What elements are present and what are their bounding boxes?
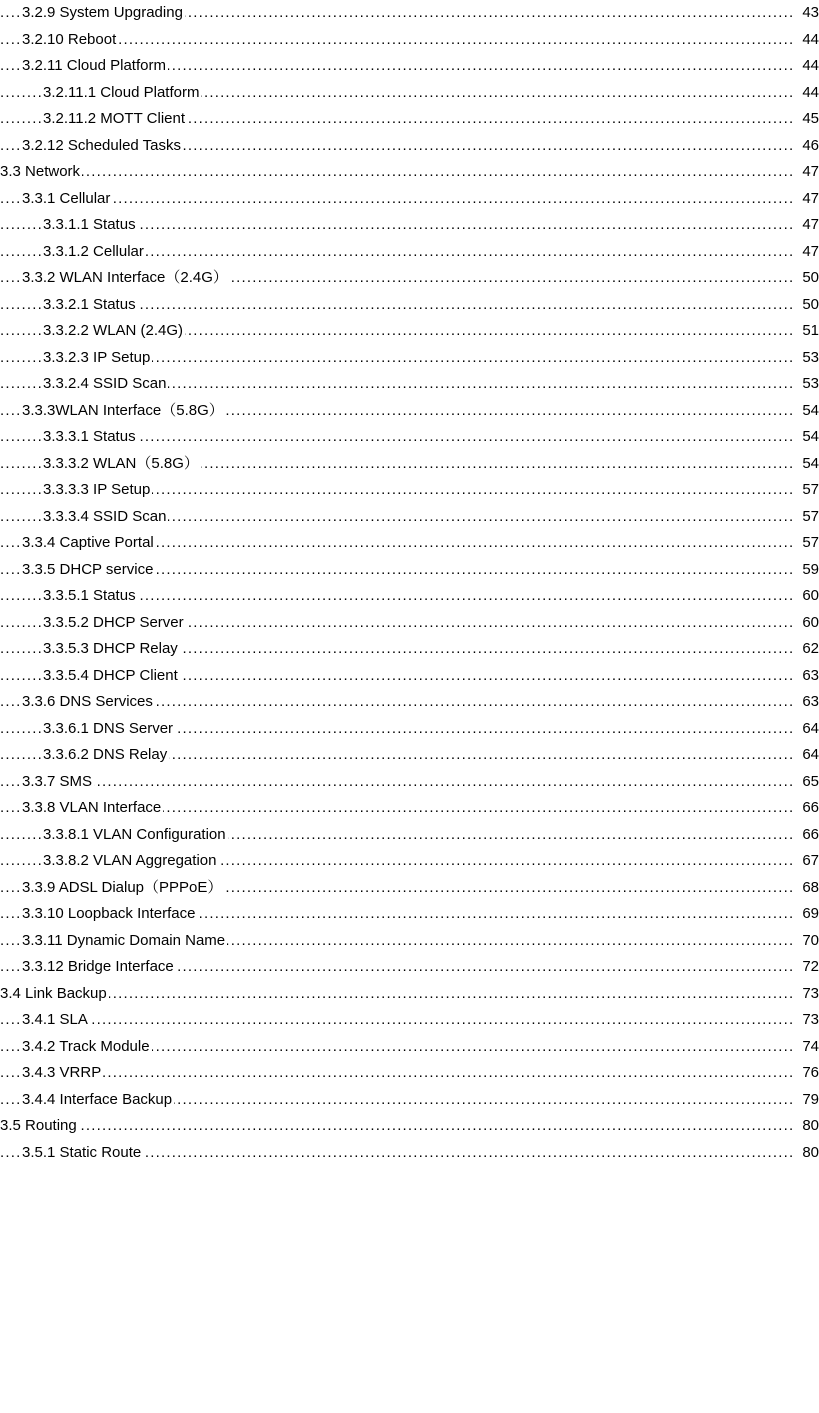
toc-entry[interactable] xyxy=(0,689,819,716)
toc-entry-page-number: 57 xyxy=(792,504,819,531)
toc-entry-page-number: 72 xyxy=(792,954,819,981)
toc-entry-page-number: 44 xyxy=(792,53,819,80)
toc-entry[interactable] xyxy=(0,212,819,239)
toc-entry[interactable] xyxy=(0,292,819,319)
toc-entry-title: 3.4.4 Interface Backup xyxy=(22,1090,173,1108)
toc-entry-title: 3.3.8 VLAN Interface xyxy=(22,799,162,816)
toc-entry-page-number: 66 xyxy=(792,822,819,849)
toc-entry-page-number: 47 xyxy=(792,159,819,186)
toc-entry[interactable] xyxy=(0,159,819,186)
toc-entry-page-number: 65 xyxy=(792,769,819,796)
toc-entry[interactable] xyxy=(0,504,819,531)
toc-entry-page-number: 66 xyxy=(792,795,819,822)
toc-entry-page-number: 80 xyxy=(792,1140,819,1167)
toc-entry-page-number: 57 xyxy=(792,477,819,504)
toc-entry[interactable] xyxy=(0,875,819,902)
toc-entry[interactable] xyxy=(0,610,819,637)
toc-entry-title: 3.3.2.3 IP Setup xyxy=(43,348,151,366)
toc-entry[interactable] xyxy=(0,451,819,478)
toc-entry-title: 3.4 Link Backup xyxy=(0,984,107,1002)
toc-entry-title: 3.3.7 SMS xyxy=(22,772,93,790)
toc-entry[interactable] xyxy=(0,1060,819,1087)
toc-entry-page-number: 50 xyxy=(792,292,819,319)
toc-entry-page-number: 44 xyxy=(792,27,819,54)
toc-entry-title: 3.3.1 Cellular xyxy=(22,189,111,207)
toc-entry-page-number: 54 xyxy=(792,451,819,478)
toc-entry[interactable] xyxy=(0,345,819,372)
toc-entry-title: 3.5 Routing xyxy=(0,1117,77,1134)
toc-entry-title: 3.3.3.4 SSID Scan xyxy=(43,507,167,525)
toc-entry[interactable] xyxy=(0,106,819,133)
toc-entry-title: 3.2.12 Scheduled Tasks xyxy=(22,136,182,154)
toc-entry-page-number: 69 xyxy=(792,901,819,928)
dot-leader xyxy=(0,27,792,54)
toc-entry-page-number: 79 xyxy=(792,1087,819,1114)
toc-entry[interactable] xyxy=(0,769,819,796)
toc-entry[interactable] xyxy=(0,0,819,27)
toc-entry-page-number: 59 xyxy=(792,557,819,584)
toc-entry-page-number: 60 xyxy=(792,610,819,637)
toc-entry[interactable] xyxy=(0,398,819,425)
dot-leader xyxy=(0,186,792,213)
toc-entry[interactable] xyxy=(0,1007,819,1034)
toc-entry-title: 3.3.8.1 VLAN Configuration xyxy=(43,825,226,843)
toc-entry-page-number: 80 xyxy=(792,1113,819,1140)
toc-entry-title: 3.4.2 Track Module xyxy=(22,1037,150,1055)
toc-entry[interactable] xyxy=(0,822,819,849)
toc-entry-title: 3.3.2.1 Status xyxy=(43,295,136,313)
toc-entry-title: 3.2.11 Cloud Platform xyxy=(22,57,166,74)
toc-entry-page-number: 60 xyxy=(792,583,819,610)
toc-entry-page-number: 46 xyxy=(792,133,819,160)
toc-entry[interactable] xyxy=(0,557,819,584)
toc-entry-page-number: 62 xyxy=(792,636,819,663)
dot-leader xyxy=(0,1060,792,1087)
toc-entry-title: 3.4.3 VRRP xyxy=(22,1064,102,1081)
toc-entry[interactable] xyxy=(0,1113,819,1140)
toc-entry[interactable] xyxy=(0,424,819,451)
toc-entry-title: 3.3.5 DHCP service xyxy=(22,560,154,578)
toc-entry[interactable] xyxy=(0,954,819,981)
toc-entry[interactable] xyxy=(0,80,819,107)
toc-entry[interactable] xyxy=(0,795,819,822)
toc-entry-title: 3.3.4 Captive Portal xyxy=(22,534,154,551)
toc-entry-page-number: 53 xyxy=(792,371,819,398)
toc-entry-page-number: 70 xyxy=(792,928,819,955)
toc-entry[interactable] xyxy=(0,636,819,663)
toc-entry-title: 3.3.3.1 Status xyxy=(43,428,136,445)
toc-entry[interactable] xyxy=(0,239,819,266)
toc-entry-page-number: 44 xyxy=(792,80,819,107)
toc-entry-title: 3.3.3.2 WLAN（5.8G） xyxy=(43,454,199,472)
toc-entry-title: 3.3 Network xyxy=(0,163,81,180)
toc-entry-page-number: 47 xyxy=(792,186,819,213)
toc-entry-title: 3.2.11.2 MOTT Client xyxy=(43,110,186,127)
toc-entry[interactable] xyxy=(0,1140,819,1167)
toc-entry-title: 3.3.2.2 WLAN (2.4G) xyxy=(43,322,184,339)
toc-entry[interactable] xyxy=(0,530,819,557)
toc-entry[interactable] xyxy=(0,716,819,743)
toc-entry-title: 3.3.2.4 SSID Scan xyxy=(43,375,167,392)
toc-entry-title: 3.3.5.1 Status xyxy=(43,587,136,604)
toc-entry-title: 3.2.11.1 Cloud Platform xyxy=(43,83,200,101)
toc-entry[interactable] xyxy=(0,928,819,955)
dot-leader xyxy=(0,1007,792,1034)
dot-leader xyxy=(0,769,792,796)
toc-entry[interactable] xyxy=(0,1034,819,1061)
toc-entry-page-number: 68 xyxy=(792,875,819,902)
toc-entry-page-number: 63 xyxy=(792,689,819,716)
toc-entry-title: 3.4.1 SLA xyxy=(22,1011,88,1028)
toc-entry[interactable] xyxy=(0,186,819,213)
toc-entry[interactable] xyxy=(0,265,819,292)
toc-entry[interactable] xyxy=(0,318,819,345)
toc-entry-title: 3.3.6 DNS Services xyxy=(22,693,153,710)
toc-entry-page-number: 64 xyxy=(792,742,819,769)
toc-entry-title: 3.3.3.3 IP Setup xyxy=(43,481,151,498)
toc-entry-title: 3.3.5.2 DHCP Server xyxy=(43,613,184,631)
toc-entry-page-number: 45 xyxy=(792,106,819,133)
dot-leader xyxy=(0,159,792,186)
toc-entry-page-number: 73 xyxy=(792,981,819,1008)
toc-entry-title: 3.3.11 Dynamic Domain Name xyxy=(22,931,226,949)
toc-entry-title: 3.3.6.1 DNS Server xyxy=(43,719,174,737)
toc-entry[interactable] xyxy=(0,848,819,875)
toc-entry-page-number: 54 xyxy=(792,398,819,425)
dot-leader xyxy=(0,1113,792,1140)
toc-entry[interactable] xyxy=(0,53,819,80)
toc-entry-title: 3.3.1.1 Status xyxy=(43,216,136,233)
toc-entry-page-number: 47 xyxy=(792,239,819,266)
toc-entry-title: 3.3.3WLAN Interface（5.8G） xyxy=(22,401,224,419)
toc-entry[interactable] xyxy=(0,371,819,398)
toc-entry-title: 3.3.6.2 DNS Relay xyxy=(43,746,168,763)
toc-entry-title: 3.5.1 Static Route xyxy=(22,1143,142,1161)
toc-entry-page-number: 73 xyxy=(792,1007,819,1034)
toc-entry-page-number: 57 xyxy=(792,530,819,557)
toc-entry-page-number: 54 xyxy=(792,424,819,451)
toc-entry-title: 3.3.2 WLAN Interface（2.4G） xyxy=(22,269,228,286)
toc-entry-title: 3.3.1.2 Cellular xyxy=(43,242,144,260)
toc-entry[interactable] xyxy=(0,583,819,610)
toc-entry[interactable] xyxy=(0,133,819,160)
toc-entry-page-number: 47 xyxy=(792,212,819,239)
toc-entry[interactable] xyxy=(0,27,819,54)
toc-entry-page-number: 50 xyxy=(792,265,819,292)
toc-entry[interactable] xyxy=(0,742,819,769)
toc-entry-title: 3.2.10 Reboot xyxy=(22,30,117,48)
toc-entry-title: 3.3.9 ADSL Dialup（PPPoE） xyxy=(22,878,223,896)
toc-entry-page-number: 43 xyxy=(792,0,819,27)
toc-entry[interactable] xyxy=(0,663,819,690)
toc-entry-title: 3.3.12 Bridge Interface xyxy=(22,958,174,975)
toc-entry-title: 3.2.9 System Upgrading xyxy=(22,4,183,21)
toc-entry-page-number: 51 xyxy=(792,318,819,345)
toc-entry[interactable] xyxy=(0,981,819,1008)
toc-entry-title: 3.3.8.2 VLAN Aggregation xyxy=(43,852,217,869)
toc-entry[interactable] xyxy=(0,901,819,928)
toc-entry-page-number: 74 xyxy=(792,1034,819,1061)
toc-entry[interactable] xyxy=(0,477,819,504)
toc-entry-page-number: 53 xyxy=(792,345,819,372)
dot-leader xyxy=(0,981,792,1008)
toc-entry-page-number: 67 xyxy=(792,848,819,875)
toc-entry-page-number: 63 xyxy=(792,663,819,690)
toc-entry-page-number: 64 xyxy=(792,716,819,743)
toc-entry-title: 3.3.5.4 DHCP Client xyxy=(43,666,178,684)
toc-entry-page-number: 76 xyxy=(792,1060,819,1087)
toc-entry-title: 3.3.5.3 DHCP Relay xyxy=(43,640,178,657)
toc-entry-title: 3.3.10 Loopback Interface xyxy=(22,905,196,922)
toc-entry[interactable] xyxy=(0,1087,819,1114)
